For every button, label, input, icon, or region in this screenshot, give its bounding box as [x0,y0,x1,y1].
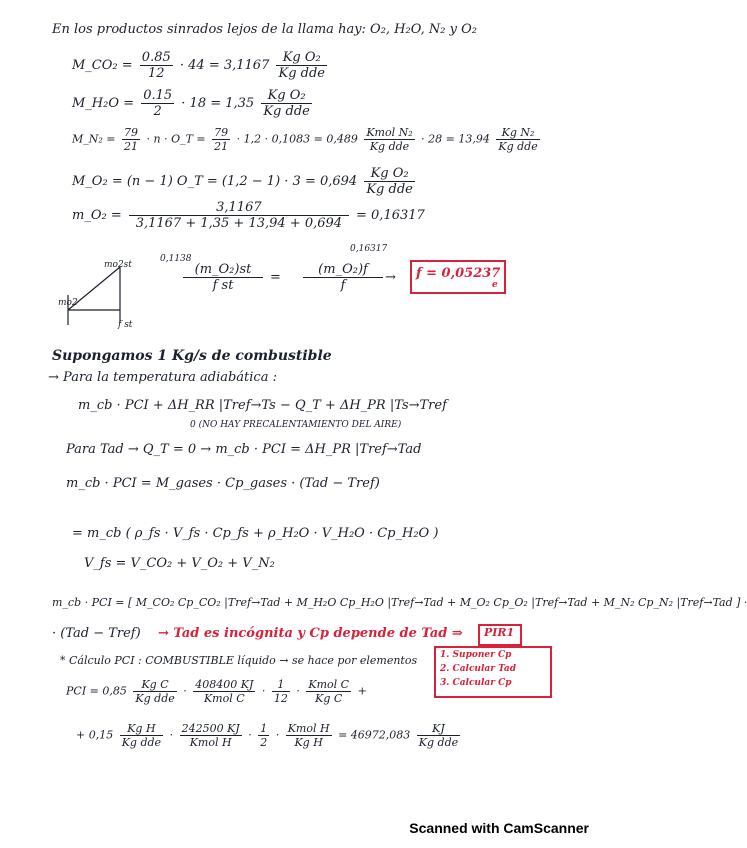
ratio-right-top: 0,16317 [350,244,388,254]
diagram-bottom-label: f st [118,320,133,330]
eq-energy: m_cb · PCI + ΔH_RR |Tref→Ts − Q_T + ΔH_PR |Ts→Tref [78,398,447,413]
eq-pci1: m_cb · PCI = M_gases · Cp_gases · (Tad − Tref) [66,476,380,491]
eq-energy-note: 0 (NO HAY PRECALENTAMIENTO DEL AIRE) [190,420,402,430]
diagram-side-label: mo2 [58,298,78,308]
eq-mh2o: M_H₂O = $\frac{0.15}{2}$ · 18 = 1,35 $\frac{\text{Kg O₂}}{\text{Kg dde}}$ [72,88,310,119]
eq-vfs: V_fs = V_CO₂ + V_O₂ + V_N₂ [84,556,275,571]
red-note: → Tad es incógnita y Cp depende de Tad ⇒ [158,626,463,641]
result-sub: e [492,280,498,290]
result-f: f = 0,05237 [416,266,501,281]
pir-label: PIR1 [484,626,515,639]
pci-line1: PCI = 0,85 $\frac{\text{Kg C}}{\text{Kg dde}}$ · $\frac{408400 KJ}{\text{Kmol C}}$ · $\frac{1}{12}$ · $\frac{\text{Kmol C}}{\text{Kg C}}$ + [66,678,367,705]
pir-step-1: 1. Suponer Cp [440,650,512,660]
eq-tad: Para Tad → Q_T = 0 → m_cb · PCI = ΔH_PR |Tref→Tad [66,442,422,457]
scanned-page: En los productos sinrados lejos de la llama hay: O₂, H₂O, N₂ y O₂ M_CO₂ = $\frac{0.85}{12}$ · 44 = 3,1167 $\frac{\text{Kg O₂}}{\text{Kg dde}}$ M_H₂O = $\frac{0.15}{2}$ · 18 = 1,35 $\frac{\text{Kg O₂}}{\text{Kg dde}}$ M_N₂ = $\frac{79}{21}$ · n · O_T = $\frac{79}{21}$ · 1,2 · 0,1083 = 0,489 $\frac{\text{Kmol N₂}}{\text{Kg dde}}$ · 28 = 13,94 $\frac{\text{Kg N₂}}{\text{Kg dde}}$ M_O₂ = (n − 1) O_T = (1,2 − 1) · 3 = 0,694 $\frac{\text{Kg O₂}}{\text{Kg dde}}$ m_O₂ = $\frac{3,1167}{3,1167 + 1,35 + 13,94 + 0,694}$ = 0,16317 mo2st mo2 f st 0,1138 $\frac{\text{(m\_O₂)st}}{\text{f st}}$ = 0,16317 $\frac{\text{(m\_O₂)f}}{f}$ → f = 0,05237 e Supongamos 1 Kg/s de combustible → Para la temperatura adiabática : m_cb · PCI + ΔH_RR |Tref→Ts − Q_T + ΔH_PR |Ts→Tref 0 (NO HAY PRECALENTAMIENTO DEL AIRE) Para Tad → Q_T = 0 → m_cb · PCI = ΔH_PR |Tref→Tad m_cb · PCI = M_gases · Cp_gases · (Tad − Tref) = m_cb ( ρ_fs · V_fs · Cp_fs + ρ_H₂O · V_H₂O · Cp_H₂O ) V_fs = V_CO₂ + V_O₂ + V_N₂ m_cb · PCI = [ M_CO₂ Cp_CO₂ |Tref→Tad + M_H₂O Cp_H₂O |Tref→Tad + M_O₂ Cp_O₂ |Tref→Tad + M_N₂ Cp_N₂ |Tref→Tad ] · · (Tad − Tref) → Tad es incógnita y Cp depende de Tad ⇒ PIR1 1. Suponer Cp 2. Calcular Tad 3. Calcular Cp * Cálculo PCI : COMBUSTIBLE líquido → se hace por elementos PCI = 0,85 $\frac{\text{Kg C}}{\text{Kg dde}}$ · $\frac{408400 KJ}{\text{Kmol C}}$ · $\frac{1}{12}$ · $\frac{\text{Kmol C}}{\text{Kg C}}$ + + 0,15 $\frac{\text{Kg H}}{\text{Kg dde}}$ · $\frac{242500 KJ}{\text{Kmol H}}$ · $\frac{1}{2}$ · $\frac{\text{Kmol H}}{\text{Kg H}}$ = 46972,083 $\frac{KJ}{\text{Kg dde}}$ Scanned with CamScanner [48,22,747,836]
eq-mco2: M_CO₂ = $\frac{0.85}{12}$ · 44 = 3,1167 $\frac{\text{Kg O₂}}{\text{Kg dde}}$ [72,50,325,81]
eq-mo2-frac: m_O₂ = $\frac{3,1167}{3,1167 + 1,35 + 13,94 + 0,694}$ = 0,16317 [72,200,425,231]
pir-step-3: 3. Calcular Cp [440,678,512,688]
diagram-top-label: mo2st [104,260,132,270]
eq-mn2: M_N₂ = $\frac{79}{21}$ · n · O_T = $\frac{79}{21}$ · 1,2 · 0,1083 = 0,489 $\frac{\text{Kmol N₂}}{\text{Kg dde}}$ · 28 = 13,94 $\frac{\text{Kg N₂}}{\text{Kg dde}}$ [72,126,538,153]
ratio-arrow: → [385,270,396,285]
calc-title: * Cálculo PCI : COMBUSTIBLE líquido → se hace por elementos [60,654,418,667]
heading: En los productos sinrados lejos de la llama hay: O₂, H₂O, N₂ y O₂ [52,22,477,37]
adiab-title: → Para la temperatura adiabática : [48,370,277,385]
assume-line: Supongamos 1 Kg/s de combustible [52,348,332,364]
ratio-right: $\frac{\text{(m\_O₂)f}}{f}$ [300,262,386,293]
eq-long1: m_cb · PCI = [ M_CO₂ Cp_CO₂ |Tref→Tad + M_H₂O Cp_H₂O |Tref→Tad + M_O₂ Cp_O₂ |Tref→Tad + M_N₂ Cp_N₂ |Tref→Tad ] · [52,596,747,609]
eq-mo2: M_O₂ = (n − 1) O_T = (1,2 − 1) · 3 = 0,694 $\frac{\text{Kg O₂}}{\text{Kg dde}}$ [72,166,413,197]
eq-long2: · (Tad − Tref) [52,626,141,641]
pir-step-2: 2. Calcular Tad [440,664,517,674]
ratio-left: $\frac{\text{(m\_O₂)st}}{\text{f st}}$ [180,262,266,293]
scanner-footer: Scanned with CamScanner [409,820,589,836]
eq-pci2: = m_cb ( ρ_fs · V_fs · Cp_fs + ρ_H₂O · V_H₂O · Cp_H₂O ) [72,526,439,541]
pci-line2: + 0,15 $\frac{\text{Kg H}}{\text{Kg dde}}$ · $\frac{242500 KJ}{\text{Kmol H}}$ · $\frac{1}{2}$ · $\frac{\text{Kmol H}}{\text{Kg H}}$ = 46972,083 $\frac{KJ}{\text{Kg dde}}$ [76,722,459,749]
ratio-left-top: 0,1138 [160,254,192,264]
